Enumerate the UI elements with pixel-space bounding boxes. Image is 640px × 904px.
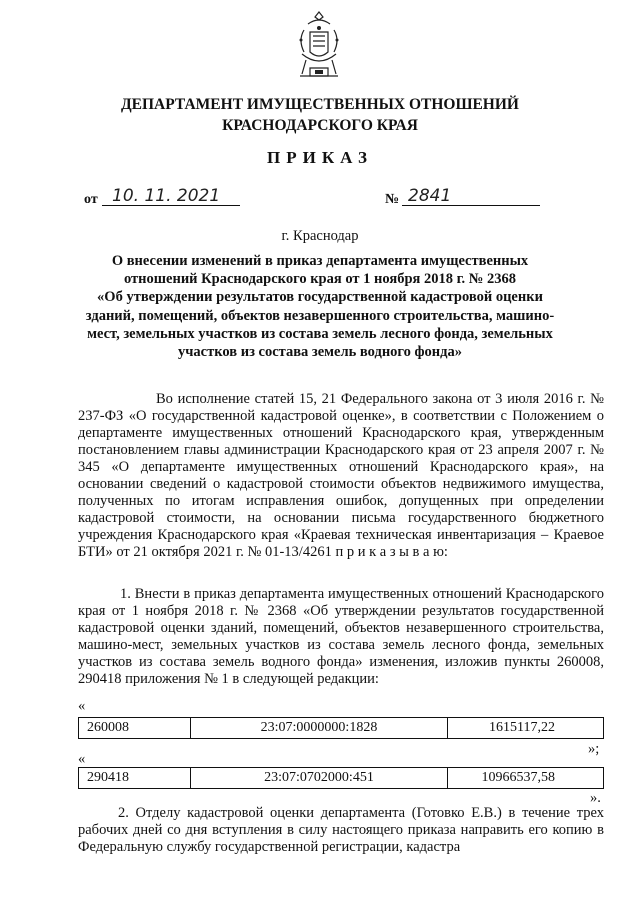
coat-of-arms-emblem [296,10,342,82]
close-quote-2: ». [590,790,601,806]
department-line-2: КРАСНОДАРСКОГО КРАЯ [222,117,418,134]
title-line: зданий, помещений, объектов незавершенного строительства, машино- [85,307,555,324]
cadastral-value-cell: 1615117,22 [448,718,604,739]
open-quote-1: « [78,698,86,714]
table-row [79,768,604,789]
title-line: участков из состава земель водного фонда» [177,344,462,361]
date-label: от [84,192,98,207]
number-label: № [385,192,400,207]
number-handwritten: 2841 [408,186,452,206]
clause-1-paragraph: 1. Внести в приказ департамента имущественных отношений Краснодарского края от 1 ноября 2018 г. № 2368 «Об утверждении результатов государственной кадастровой оценки зданий, помещений, объектов незавершенного строительства, машино-мест, земельных участков из состава земель лесного фонда, земельных участков из состава земель водного фонда» изменения, изложив пункты 260008, 290418 приложения № 1 в следующей редакции: [78,586,604,687]
title-line: О внесении изменений в приказ департамента имущественных [111,253,529,269]
amendment-table-2 [78,767,604,789]
preamble-paragraph: Во исполнение статей 15, 21 Федерального закона от 3 июля 2016 г. № 237-ФЗ «О государственной кадастровой оценке», в соответствии с Положением о департаменте имущественных отношений Краснодарского края, утвержденным постановлением главы администрации Краснодарского края от 23 апреля 2007 г. № 345 «О департаменте имущественных отношений Краснодарского края», на основании сведений о кадастровой стоимости объектов недвижимого имущества, полученных по итогам исправления ошибок, допущенных при определении кадастровой стоимости, на основании письма государственного бюджетного учреждения Краснодарского края «Краевая техническая инвентаризация – Краевое БТИ» от 21 октября 2021 г. № 01-13/4261 п р и к а з ы в а ю: [78,391,604,560]
amendment-table-1 [78,717,604,739]
department-line-1: ДЕПАРТАМЕНТ ИМУЩЕСТВЕННЫХ ОТНОШЕНИЙ [121,96,519,113]
clause-2-paragraph: 2. Отделу кадастровой оценки департамента (Готовко Е.В.) в течение трех рабочих дней со дня вступления в силу настоящего приказа направить его копию в Федеральную службу государственной регистрации, кадастра [78,805,604,855]
close-quote-1: »; [588,741,600,757]
title-line: «Об утверждении результатов государственной кадастровой оценки [97,289,543,306]
title-line: мест, земельных участков из состава земель лесного фонда, земельных [87,325,553,342]
item-number-cell: 290418 [79,768,191,789]
cadastral-number-cell: 23:07:0000000:1828 [191,718,448,739]
open-quote-2: « [78,751,86,767]
cadastral-number-cell: 23:07:0702000:451 [191,768,448,789]
city: г. Краснодар [281,228,359,244]
item-number-cell: 260008 [79,718,191,739]
document-type: ПРИКАЗ [267,148,373,167]
cadastral-value-cell: 10966537,58 [448,768,604,789]
table-row [79,718,604,739]
document-title [0,252,640,361]
department-heading [0,94,640,136]
title-line: отношений Краснодарского края от 1 ноября 2018 г. № 2368 [124,271,516,288]
date-handwritten: 10. 11. 2021 [112,186,221,206]
